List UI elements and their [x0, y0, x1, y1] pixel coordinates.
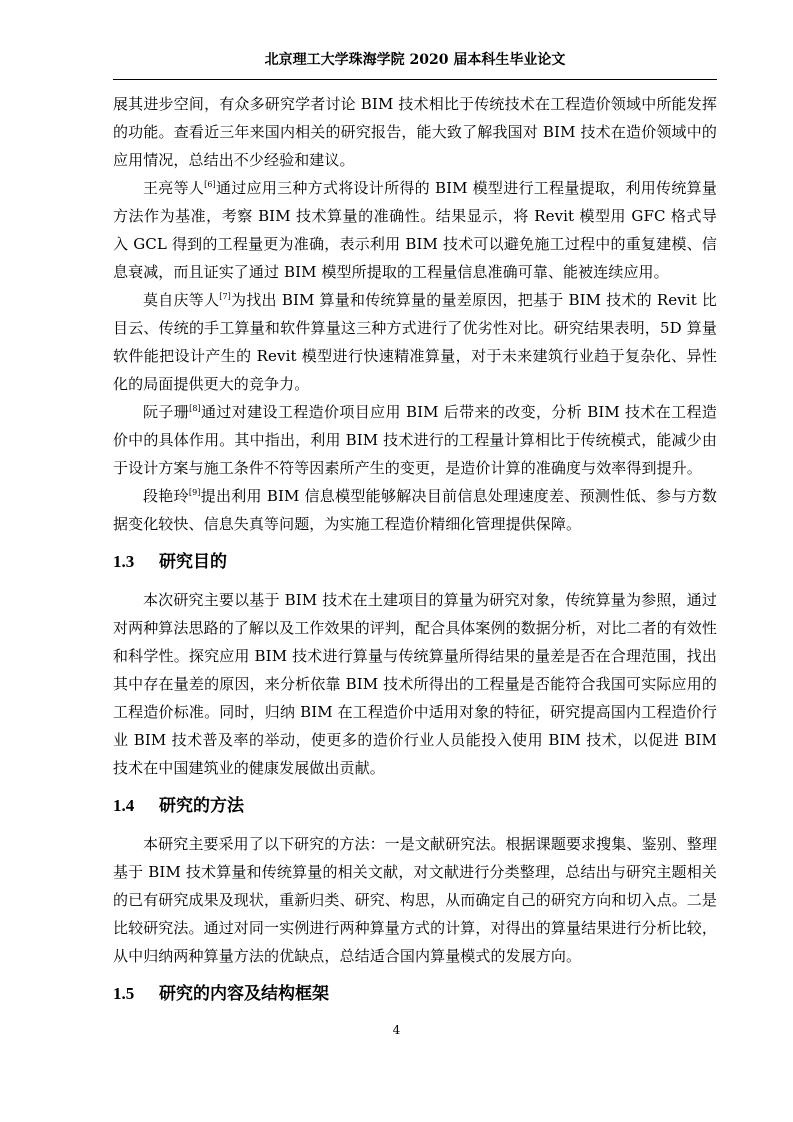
page-number: 4 — [392, 1023, 401, 1037]
author-name: 王亮等人 — [143, 179, 205, 197]
section-heading-1-3 — [113, 548, 717, 576]
section-number: 1.3 — [113, 552, 135, 571]
citation-ref: [8] — [189, 404, 201, 413]
citation-ref: [9] — [188, 488, 201, 497]
page-header: 北京理工大学珠海学院 2020 届本科生毕业论文 — [264, 52, 566, 68]
header-rule — [113, 79, 717, 80]
paragraph-continuation: 展其进步空间，有众多研究学者讨论 BIM 技术相比于传统技术在工程造价领域中所能发挥的功能。查看近三年来国内相关的研究报告，能大致了解我国对 BIM 技术在造价领域中的应用情况，总结出不少经验和建议。 — [113, 95, 717, 169]
section-heading-1-4 — [113, 792, 717, 820]
section-number: 1.5 — [113, 984, 135, 1003]
section-title: 研究目的 — [159, 552, 227, 572]
paragraph-text: 提出利用 BIM 信息模型能够解决目前信息处理速度差、预测性低、参与方数据变化较快、信息失真等问题，为实施工程造价精细化管理提供保障。 — [113, 487, 717, 533]
page-content — [113, 90, 717, 1018]
paragraph-text: 为找出 BIM 算量和传统算量的量差原因，把基于 BIM 技术的 Revit 比目云、传统的手工算量和软件算量这三种方式进行了优劣性对比。研究结果表明，5D 算量软件能把设计产生的 Revit 模型进行快速精准算量，对于未来建筑行业趋于复杂化、异性化的局面提供更大的竞争力。 — [113, 291, 717, 393]
author-name: 段艳玲 — [143, 487, 189, 505]
citation-ref: [6] — [204, 180, 216, 189]
section-title: 研究的方法 — [159, 796, 244, 816]
section-heading-1-5 — [113, 980, 717, 1008]
citation-ref: [7] — [219, 292, 231, 301]
section-title: 研究的内容及结构框架 — [159, 984, 329, 1004]
author-name: 阮子珊 — [143, 403, 190, 421]
paragraph-text: 通过应用三种方式将设计所得的 BIM 模型进行工程量提取，利用传统算量方法作为基准，考察 BIM 技术算量的准确性。结果显示，将 Revit 模型用 GFC 格式导入 GCL 得到的工程量更为准确，表示利用 BIM 技术可以避免施工过程中的重复建模、信息衰减，而且证实了通过 BIM 模型所提取的工程量信息准确可靠、能被连续应用。 — [113, 179, 717, 281]
paragraph-mo-ziqing — [113, 286, 717, 398]
section-number: 1.4 — [113, 796, 135, 815]
paragraph-ruan-zishan — [113, 398, 717, 482]
paragraph-wang-liang — [113, 174, 717, 286]
paragraph-duan-yanling — [113, 482, 717, 538]
author-name: 莫自庆等人 — [143, 291, 220, 309]
section-1-4-body: 本研究主要采用了以下研究的方法：一是文献研究法。根据课题要求搜集、鉴别、整理基于 BIM 技术算量和传统算量的相关文献，对文献进行分类整理，总结出与研究主题相关的已有研究成果及现状，重新归类、研究、构思，从而确定自己的研究方向和切入点。二是比较研究法。通过对同一实例进行两种算量方式的计算，对得出的算量结果进行分析比较，从中归纳两种算量方法的优缺点，总结适合国内算量模式的发展方向。 — [113, 835, 718, 965]
section-1-3-body: 本次研究主要以基于 BIM 技术在土建项目的算量为研究对象，传统算量为参照，通过对两种算法思路的了解以及工作效果的评判，配合具体案例的数据分析，对比二者的有效性和科学性。探究应用 BIM 技术进行算量与传统算量所得结果的量差是否在合理范围，找出其中存在量差的原因，来分析依靠 BIM 技术所得出的工程量是否能符合我国可实际应用的工程造价标准。同时，归纳 BIM 在工程造价中适用对象的特征，研究提高国内工程造价行业 BIM 技术普及率的举动，使更多的造价行业人员能投入使用 BIM 技术，以促进 BIM 技术在中国建筑业的健康发展做出贡献。 — [113, 591, 718, 777]
paragraph-text: 通过对建设工程造价项目应用 BIM 后带来的改变，分析 BIM 技术在工程造价中的具体作用。其中指出，利用 BIM 技术进行的工程量计算相比于传统模式，能减少由于设计方案与施工条件不符等因素所产生的变更，是造价计算的准确度与效率得到提升。 — [113, 403, 717, 477]
